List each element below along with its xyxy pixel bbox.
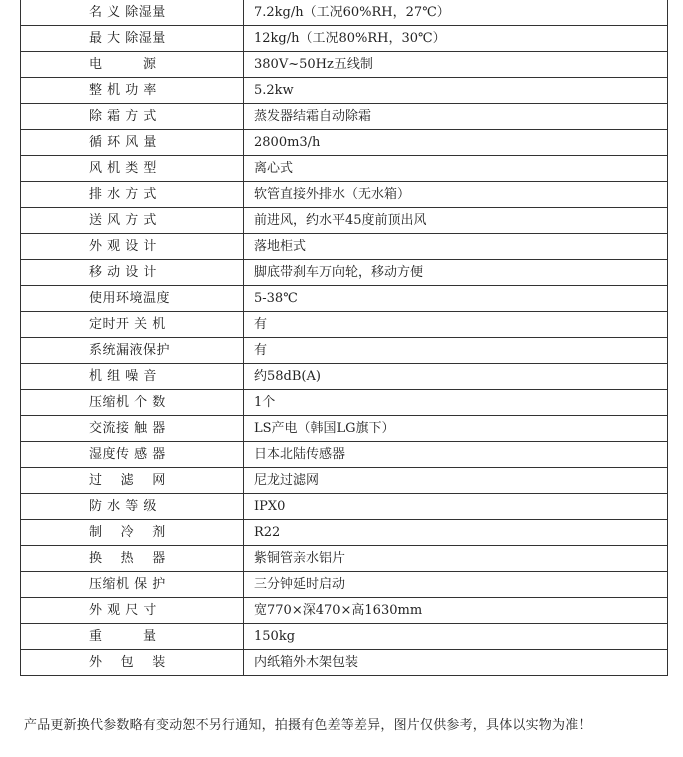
spec-value: IPX0	[244, 494, 668, 520]
table-row	[21, 416, 668, 442]
spec-label: 换 热 器	[21, 546, 244, 572]
table-row	[21, 624, 668, 650]
spec-label: 压缩机 个 数	[21, 390, 244, 416]
table-row	[21, 390, 668, 416]
spec-value: 日本北陆传感器	[244, 442, 668, 468]
table-row	[21, 156, 668, 182]
spec-label: 防 水 等 级	[21, 494, 244, 520]
table-row	[21, 364, 668, 390]
disclaimer-note: 产品更新换代参数略有变动恕不另行通知，拍摄有色差等差异，图片仅供参考，具体以实物为准！	[24, 718, 592, 733]
table-row	[21, 598, 668, 624]
spec-label: 除 霜 方 式	[21, 104, 244, 130]
spec-value: 380V~50Hz五线制	[244, 52, 668, 78]
spec-label: 移 动 设 计	[21, 260, 244, 286]
spec-label: 送 风 方 式	[21, 208, 244, 234]
spec-label: 交流接 触 器	[21, 416, 244, 442]
spec-label: 排 水 方 式	[21, 182, 244, 208]
spec-label: 外 包 装	[21, 650, 244, 676]
spec-label: 整 机 功 率	[21, 78, 244, 104]
spec-value: 前进风，约水平45度前顶出风	[244, 208, 668, 234]
table-row	[21, 52, 668, 78]
table-row	[21, 338, 668, 364]
table-row	[21, 650, 668, 676]
spec-value: 三分钟延时启动	[244, 572, 668, 598]
spec-table	[20, 0, 668, 676]
spec-label: 使用环境温度	[21, 286, 244, 312]
spec-value: 2800m3/h	[244, 130, 668, 156]
spec-value: 7.2kg/h（工况60%RH，27℃）	[244, 0, 668, 26]
spec-label: 名 义 除湿量	[21, 0, 244, 26]
spec-label: 电 源	[21, 52, 244, 78]
spec-value: 离心式	[244, 156, 668, 182]
table-row	[21, 520, 668, 546]
table-row	[21, 442, 668, 468]
table-row	[21, 286, 668, 312]
table-row	[21, 494, 668, 520]
table-row	[21, 234, 668, 260]
table-row	[21, 130, 668, 156]
spec-value: 蒸发器结霜自动除霜	[244, 104, 668, 130]
spec-value: 宽770×深470×高1630mm	[244, 598, 668, 624]
spec-value: 约58dB(A)	[244, 364, 668, 390]
spec-label: 过 滤 网	[21, 468, 244, 494]
spec-value: 5-38℃	[244, 286, 668, 312]
spec-value: R22	[244, 520, 668, 546]
spec-value: 有	[244, 338, 668, 364]
table-row	[21, 78, 668, 104]
spec-value: 脚底带刹车万向轮，移动方便	[244, 260, 668, 286]
spec-label: 重 量	[21, 624, 244, 650]
spec-value: 尼龙过滤网	[244, 468, 668, 494]
spec-label: 最 大 除湿量	[21, 26, 244, 52]
spec-label: 外 观 设 计	[21, 234, 244, 260]
spec-label: 定时开 关 机	[21, 312, 244, 338]
table-row	[21, 546, 668, 572]
spec-value: 5.2kw	[244, 78, 668, 104]
spec-label: 循 环 风 量	[21, 130, 244, 156]
spec-label: 外 观 尺 寸	[21, 598, 244, 624]
table-row	[21, 104, 668, 130]
spec-value: 150kg	[244, 624, 668, 650]
table-row	[21, 260, 668, 286]
table-row	[21, 312, 668, 338]
table-row	[21, 208, 668, 234]
spec-table-body	[21, 0, 668, 676]
table-row	[21, 468, 668, 494]
spec-value: 落地柜式	[244, 234, 668, 260]
spec-value: 软管直接外排水（无水箱）	[244, 182, 668, 208]
spec-label: 机 组 噪 音	[21, 364, 244, 390]
spec-value: 1个	[244, 390, 668, 416]
spec-label: 制 冷 剂	[21, 520, 244, 546]
spec-value: 有	[244, 312, 668, 338]
table-row	[21, 0, 668, 26]
spec-value: LS产电（韩国LG旗下）	[244, 416, 668, 442]
table-row	[21, 182, 668, 208]
table-row	[21, 26, 668, 52]
spec-value: 内纸箱外木架包装	[244, 650, 668, 676]
spec-value: 紫铜管亲水铝片	[244, 546, 668, 572]
spec-label: 系统漏液保护	[21, 338, 244, 364]
spec-label: 压缩机 保 护	[21, 572, 244, 598]
spec-label: 湿度传 感 器	[21, 442, 244, 468]
spec-label: 风 机 类 型	[21, 156, 244, 182]
table-row	[21, 572, 668, 598]
spec-value: 12kg/h（工况80%RH，30℃）	[244, 26, 668, 52]
